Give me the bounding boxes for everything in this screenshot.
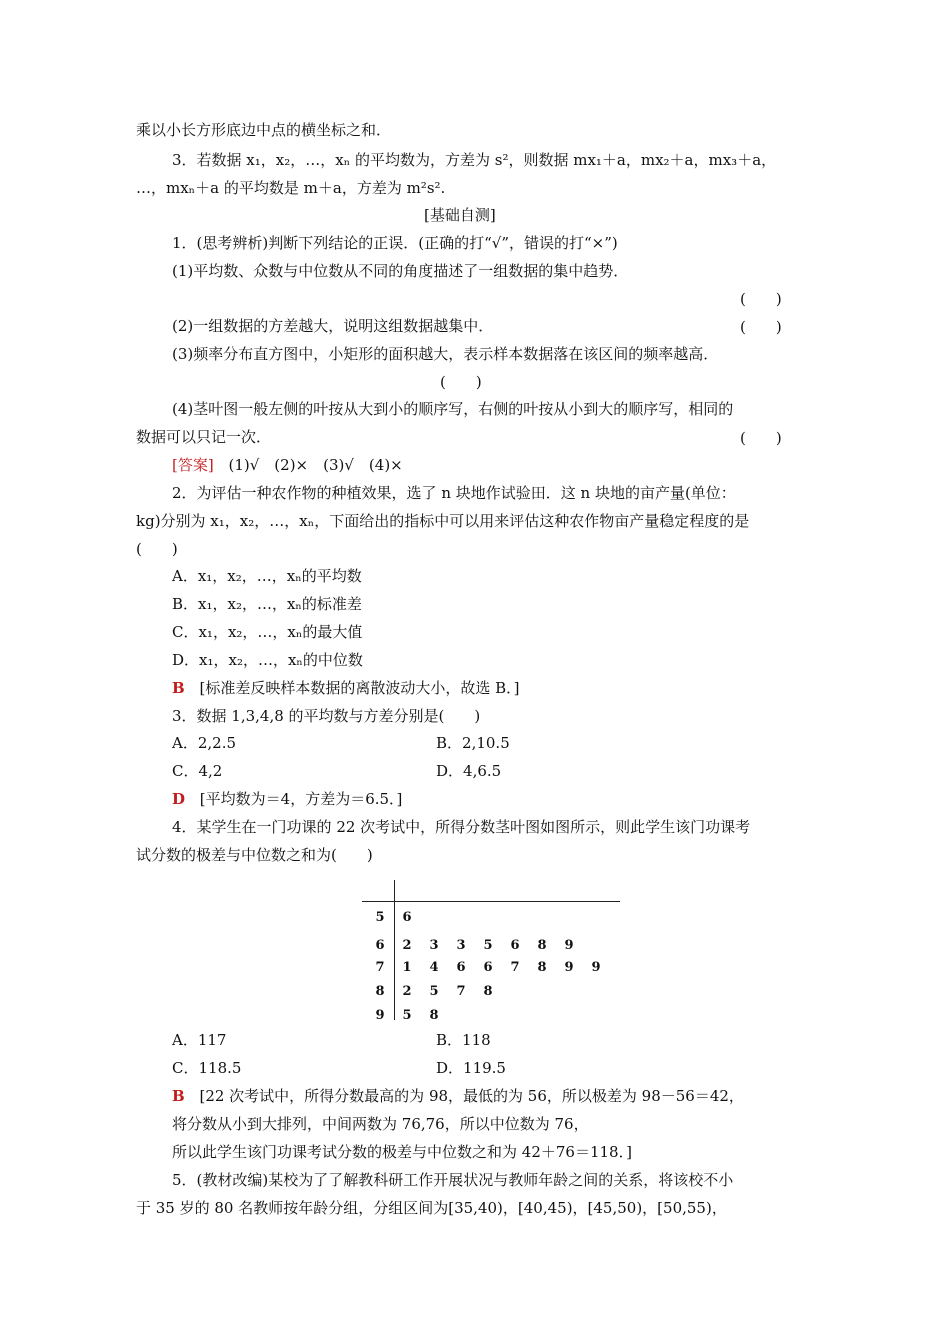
q4-answer-text-1: [22 次考试中，所得分数最高的为 98，最低的为 56，所以极差为 98－56＝42，	[199, 1087, 744, 1105]
q1-blank-3: ( )	[440, 373, 482, 391]
leaf-value: 2	[402, 938, 412, 953]
q2-option-a: A．x₁，x₂，…，xₙ的平均数	[172, 567, 362, 585]
answer-letter: D	[172, 790, 186, 808]
q1-statement-4-line1: (4)茎叶图一般左侧的叶按从大到小的顺序写，右侧的叶按从小到大的顺序写，相同的	[172, 400, 734, 418]
intro-item3-line1: 3．若数据 x₁，x₂，…，xₙ 的平均数为，方差为 s²，则数据 mx₁＋a，mx₂＋a，mx₃＋a，	[172, 151, 777, 169]
q4-option-c: C．118.5	[172, 1059, 242, 1077]
q2-line2: kg)分别为 x₁，x₂，…，xₙ，下面给出的指标中可以用来评估这种农作物亩产量稳定程度的是	[136, 512, 750, 530]
q4-line1: 4．某学生在一门功课的 22 次考试中，所得分数茎叶图如图所示，则此学生该门功课考	[172, 818, 751, 836]
q2-line1: 2．为评估一种农作物的种植效果，选了 n 块地作试验田．这 n 块地的亩产量(单位：	[172, 484, 736, 502]
leaf-value: 6	[510, 938, 520, 953]
section-title: [基础自测]	[424, 206, 496, 224]
leaf-value: 4	[429, 960, 439, 975]
q4-option-b: B．118	[436, 1031, 491, 1049]
stem-value: 6	[375, 938, 385, 953]
q3-answer-text: [平均数为＝4，方差为＝6.5．]	[199, 790, 403, 808]
leaf-value: 6	[402, 910, 412, 925]
stem-value: 9	[375, 1008, 385, 1023]
answer-letter: B	[172, 679, 185, 697]
q5-line2: 于 35 岁的 80 名教师按年龄分组，分组区间为[35,40)，[40,45)，[45,50)，[50,55)，	[136, 1199, 727, 1217]
q1-statement-4-line2: 数据可以只记一次．	[136, 428, 272, 446]
q1-blank-2: ( )	[740, 318, 782, 336]
stem-value: 5	[375, 910, 385, 925]
leaf-value: 7	[456, 984, 466, 999]
stem-value: 7	[375, 960, 385, 975]
q1-blank-4: ( )	[740, 429, 782, 447]
leaf-value: 3	[429, 938, 439, 953]
leaf-value: 8	[537, 960, 547, 975]
leaf-value: 6	[483, 960, 493, 975]
q3-stem: 3．数据 1,3,4,8 的平均数与方差分别是( )	[172, 707, 481, 725]
q1-answer	[172, 455, 403, 475]
q1-statement-2: (2)一组数据的方差越大，说明这组数据越集中．	[172, 317, 494, 335]
stem-value: 8	[375, 984, 385, 999]
q1-statement-3: (3)频率分布直方图中，小矩形的面积越大，表示样本数据落在该区间的频率越高．	[172, 345, 719, 363]
q1-statement-1: (1)平均数、众数与中位数从不同的角度描述了一组数据的集中趋势．	[172, 262, 629, 280]
q2-answer-text: [标准差反映样本数据的离散波动大小，故选 B．]	[199, 679, 520, 697]
q5-line1: 5．(教材改编)某校为了了解教科研工作开展状况与教师年龄之间的关系，将该校不小	[172, 1171, 734, 1189]
intro-item3-line2: …，mxₙ＋a 的平均数是 m＋a，方差为 m²s².	[136, 179, 446, 197]
leaf-value: 8	[429, 1008, 439, 1023]
q2-line3: ( )	[136, 540, 178, 558]
leaf-value: 1	[402, 960, 412, 975]
q1-blank-1: ( )	[740, 290, 782, 308]
q3-option-c: C．4,2	[172, 762, 223, 780]
q3-option-b: B．2,10.5	[436, 734, 510, 752]
leaf-value: 9	[564, 960, 574, 975]
leaf-value: 5	[429, 984, 439, 999]
leaf-value: 8	[483, 984, 493, 999]
leaf-value: 2	[402, 984, 412, 999]
leaf-value: 6	[456, 960, 466, 975]
leaf-value: 9	[591, 960, 601, 975]
q4-option-a: A．117	[172, 1031, 227, 1049]
q4-answer-line3: 所以此学生该门功课考试分数的极差与中位数之和为 42＋76＝118．]	[172, 1143, 632, 1161]
q4-option-d: D．119.5	[436, 1059, 506, 1077]
q2-answer	[172, 678, 519, 698]
leaf-value: 9	[564, 938, 574, 953]
q4-answer-line2: 将分数从小到大排列，中间两数为 76,76，所以中位数为 76，	[172, 1115, 589, 1133]
leaf-value: 3	[456, 938, 466, 953]
q1-stem: 1．(思考辨析)判断下列结论的正误．(正确的打“√”，错误的打“×”)	[172, 234, 618, 252]
leaf-value: 7	[510, 960, 520, 975]
intro-line: 乘以小长方形底边中点的横坐标之和．	[136, 121, 392, 139]
q1-answer-text: (1)√ (2)× (3)√ (4)×	[228, 456, 403, 474]
answer-letter: B	[172, 1087, 185, 1105]
stem-top-rule	[362, 901, 620, 902]
stem-leaf-plot	[362, 880, 622, 1023]
q4-answer-line1	[172, 1086, 744, 1106]
q2-option-b: B．x₁，x₂，…，xₙ的标准差	[172, 595, 362, 613]
q2-option-d: D．x₁，x₂，…，xₙ的中位数	[172, 651, 363, 669]
leaf-value: 5	[402, 1008, 412, 1023]
q2-option-c: C．x₁，x₂，…，xₙ的最大值	[172, 623, 363, 641]
q3-option-d: D．4,6.5	[436, 762, 502, 780]
leaf-value: 8	[537, 938, 547, 953]
leaf-value: 5	[483, 938, 493, 953]
answer-tag: [答案]	[172, 456, 214, 474]
q3-option-a: A．2,2.5	[172, 734, 236, 752]
q3-answer	[172, 789, 402, 809]
q4-line2: 试分数的极差与中位数之和为( )	[136, 846, 373, 864]
